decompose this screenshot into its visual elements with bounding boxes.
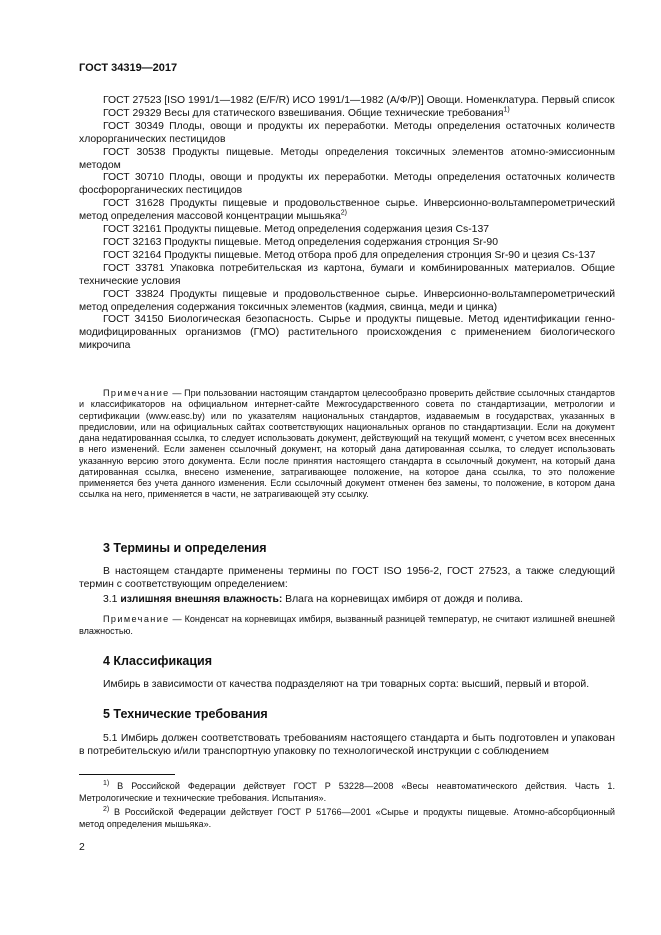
footnote-text: В Российской Федерации действует ГОСТ Р 53228—2008 «Весы неавтоматического действия. Часть 1. Метрологические и технические требования. Испытания». — [79, 781, 615, 803]
normative-references-list — [79, 95, 615, 353]
reference-item — [79, 289, 615, 315]
reference-text: ГОСТ 34150 Биологическая безопасность. Сырье и продукты пищевые. Метод идентификации генно-модифицированных организмов (ГМО) растительного происхождения с применением биологического микрочипа — [79, 314, 615, 352]
reference-item — [79, 172, 615, 198]
references-note — [79, 388, 615, 501]
reference-text: ГОСТ 29329 Весы для статического взвешивания. Общие технические требования — [103, 107, 504, 119]
reference-item — [79, 237, 615, 250]
reference-text: ГОСТ 31628 Продукты пищевые и продовольственное сырье. Инверсионно-вольтамперометрический метод определения массовой концентрации мышьяка — [79, 198, 615, 223]
footnote-number: 2) — [103, 805, 110, 813]
reference-text: ГОСТ 33781 Упаковка потребительская из картона, бумаги и комбинированных материалов. Общие технические условия — [79, 262, 615, 287]
section-4-text: Имбирь в зависимости от качества подразделяют на три товарных сорта: высший, первый и второй. — [103, 679, 590, 690]
section-3-heading: 3 Термины и определения — [103, 541, 267, 555]
reference-text: ГОСТ 32163 Продукты пищевые. Метод определения содержания стронция Sr-90 — [103, 236, 498, 248]
reference-text: ГОСТ 30349 Плоды, овощи и продукты их переработки. Методы определения остаточных количеств хлорорганических пестицидов — [79, 120, 615, 145]
term-definition-text: Влага на корневищах имбиря от дождя и полива. — [282, 594, 524, 605]
reference-item — [79, 147, 615, 173]
section-5-heading: 5 Технические требования — [103, 707, 268, 721]
reference-text: ГОСТ 27523 [ISO 1991/1—1982 (E/F/R) ИСО 1991/1—1982 (А/Ф/Р)] Овощи. Номенклатура. Первый список — [103, 95, 615, 106]
reference-item — [79, 314, 615, 353]
term-note — [79, 614, 615, 637]
term-number: 3.1 — [103, 594, 121, 605]
note-text: — Конденсат на корневищах имбиря, вызванный разницей температур, не считают излишней внешней влажностью. — [79, 614, 615, 636]
footnote-text: В Российской Федерации действует ГОСТ Р 51766—2001 «Сырье и продукты пищевые. Атомно-абсорбционный метод определения мышьяка». — [79, 807, 615, 829]
note-label: Примечание — [103, 388, 170, 398]
reference-text: ГОСТ 32161 Продукты пищевые. Метод определения содержания цезия Cs-137 — [103, 224, 490, 236]
footnote-number: 1) — [103, 779, 110, 787]
reference-item — [79, 224, 615, 237]
footnote-1 — [79, 781, 615, 804]
footnote-marker: 1) — [503, 106, 510, 114]
section-4-heading: 4 Классификация — [103, 654, 213, 668]
document-header: ГОСТ 34319—2017 — [79, 62, 178, 74]
note-label: Примечание — [103, 614, 170, 624]
reference-item — [79, 108, 615, 121]
page-number: 2 — [79, 842, 85, 853]
reference-item — [79, 121, 615, 147]
note-text: — При пользовании настоящим стандартом целесообразно проверить действие ссылочных стандартов и классификаторов на официальном интернет-сайте Межгосударственного совета по стандартизации, метрологии и сертификации (www.easc.by) или по указателям национальных стандартов, издаваемым в государствах, указанных в предисловии, или на официальных сайтах соответствующих национальных органов по стандартизации. Если на документ дана недатированная ссылка, то следует использовать документ, действующий на текущий момент, с учетом всех внесенных в него изменений. Если заменен ссылочный документ, на который дана датированная ссылка, то следует использовать указанную версию этого документа. Если после принятия настоящего стандарта в ссылочный документ, на который дана датированная ссылка, внесено изменение, затрагивающее положение, на которое дана ссылка, то это положение применяется без учета данного изменения. Если ссылочный документ отменен без замены, то положение, в котором дана ссылка на него, применяется в части, не затрагивающей эту ссылку. — [79, 388, 615, 500]
reference-text: ГОСТ 33824 Продукты пищевые и продовольственное сырье. Инверсионно-вольтамперометрический метод определения содержания токсичных элементов (кадмия, свинца, меди и цинка) — [79, 288, 615, 313]
footnote-separator — [79, 774, 175, 775]
reference-text: ГОСТ 30710 Плоды, овощи и продукты их переработки. Методы определения остаточных количеств фосфорорганических пестицидов — [79, 172, 615, 197]
reference-text: ГОСТ 32164 Продукты пищевые. Метод отбора проб для определения стронция Sr-90 и цезия Cs-137 — [103, 249, 596, 261]
footnote-2 — [79, 807, 615, 830]
term-definition — [79, 593, 615, 606]
section-3-intro: В настоящем стандарте применены термины по ГОСТ ISO 1956-2, ГОСТ 27523, а также следующий термин с соответствующим определением: — [79, 566, 615, 590]
reference-item — [79, 250, 615, 263]
term-name: излишняя внешняя влажность: — [120, 594, 283, 605]
reference-item — [79, 95, 615, 108]
reference-item — [79, 263, 615, 289]
section-5-text: 5.1 Имбирь должен соответствовать требованиям настоящего стандарта и быть подготовлен и упакован в потребительскую и/или транспортную упаковку по технологической инструкции с соблюдением — [79, 733, 615, 757]
footnote-marker: 2) — [340, 209, 347, 217]
reference-text: ГОСТ 30538 Продукты пищевые. Методы определения токсичных элементов атомно-эмиссионным методом — [79, 146, 615, 171]
reference-item — [79, 198, 615, 224]
